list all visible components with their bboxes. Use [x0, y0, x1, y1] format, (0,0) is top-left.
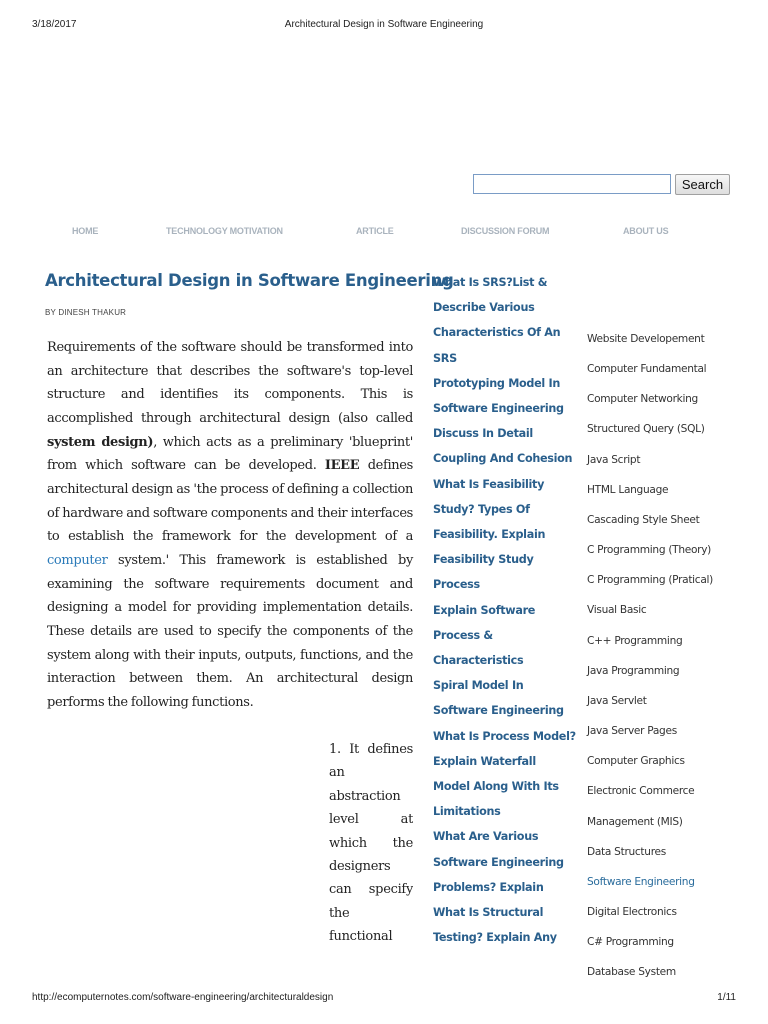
nav-discussion-forum[interactable]: DISCUSSION FORUM: [461, 226, 550, 236]
related-link-line[interactable]: What Is Structural: [433, 906, 544, 920]
print-page-number: 1/11: [717, 992, 736, 1003]
related-link-line[interactable]: SRS: [433, 351, 457, 365]
category-electronic-commerce[interactable]: Electronic Commerce: [587, 785, 695, 798]
related-link-line[interactable]: What Is Feasibility: [433, 477, 545, 491]
category-website-developement[interactable]: Website Developement: [587, 333, 705, 345]
related-link-line[interactable]: Process: [433, 578, 480, 592]
search-button[interactable]: Search: [675, 174, 730, 195]
category-cpp-programming[interactable]: C++ Programming: [587, 634, 683, 647]
body-text-1: Requirements of the software should be transformed into an architecture that describes the software's top-level structure and identifies its components. This is accomplished through architectural design (also called: [47, 340, 413, 426]
related-link-line[interactable]: Model Along With Its: [433, 780, 559, 794]
article-title: Architectural Design in Software Engineering: [45, 271, 454, 290]
category-list: [587, 324, 757, 987]
body-bold-ieee: IEEE: [324, 458, 360, 474]
article-body: [47, 336, 413, 715]
related-link-line[interactable]: Characteristics Of An: [433, 326, 561, 340]
nav-article[interactable]: ARTICLE: [356, 226, 394, 236]
related-link-line[interactable]: Explain Software: [433, 603, 536, 617]
related-link-line[interactable]: Describe Various: [433, 301, 535, 315]
article-byline: BY DINESH THAKUR: [45, 308, 127, 317]
print-footer: [0, 992, 768, 1006]
nav-technology-motivation[interactable]: TECHNOLOGY MOTIVATION: [166, 226, 283, 236]
category-visual-basic[interactable]: Visual Basic: [587, 604, 647, 617]
search-input[interactable]: [473, 174, 671, 194]
category-java-servlet[interactable]: Java Servlet: [587, 694, 647, 707]
related-links: [433, 270, 576, 950]
related-link-line[interactable]: Discuss In Detail: [433, 427, 533, 441]
category-database-system[interactable]: Database System: [587, 966, 676, 979]
related-link-line[interactable]: Spiral Model In: [433, 679, 524, 693]
related-link-line[interactable]: Coupling And Cohesion: [433, 452, 573, 466]
category-java-script[interactable]: Java Script: [587, 453, 641, 466]
category-digital-electronics[interactable]: Digital Electronics: [587, 905, 677, 918]
print-header: [0, 19, 768, 33]
body-text-4: system.' This framework is established by examining the software requirements document and designing a model for providing implementation details. These details are used to specify the components of the system along with their inputs, outputs, functions, and the interaction between them. An architectural design performs the following functions.: [47, 552, 413, 710]
category-csharp-programming[interactable]: C# Programming: [587, 936, 674, 949]
category-java-server-pages[interactable]: Java Server Pages: [587, 725, 677, 738]
category-cascading-style-sheet[interactable]: Cascading Style Sheet: [587, 513, 700, 526]
related-link-line[interactable]: Problems? Explain: [433, 880, 544, 894]
related-link-line[interactable]: Prototyping Model In: [433, 376, 561, 390]
category-c-programming-theory[interactable]: C Programming (Theory): [587, 544, 712, 557]
category-computer-fundamental[interactable]: Computer Fundamental: [587, 363, 707, 376]
related-link-line[interactable]: What Is Process Model?: [433, 729, 576, 743]
function-list-item-1: 1. It defines an abstraction level at which the designers can specify the functional: [329, 742, 413, 945]
category-computer-graphics[interactable]: Computer Graphics: [587, 755, 685, 768]
nav-about-us[interactable]: ABOUT US: [623, 226, 669, 236]
main-nav: [0, 226, 768, 240]
body-bold-system-design: system design): [47, 434, 154, 450]
related-link-line[interactable]: Explain Waterfall: [433, 754, 536, 768]
print-doc-title: Architectural Design in Software Engineering: [284, 19, 484, 30]
category-java-programming[interactable]: Java Programming: [587, 664, 680, 677]
print-url: http://ecomputernotes.com/software-engineering/architecturaldesign: [32, 992, 334, 1003]
category-html-language[interactable]: HTML Language: [587, 483, 669, 496]
related-link-line[interactable]: Process &: [433, 628, 493, 642]
related-link-line[interactable]: Feasibility. Explain: [433, 528, 546, 542]
category-software-engineering[interactable]: Software Engineering: [587, 875, 695, 888]
related-link-line[interactable]: What Are Various: [433, 830, 539, 844]
body-text-2: , which acts as a preliminary 'blueprint' from which software can be developed.: [47, 434, 413, 474]
body-text-3: defines architectural design as 'the process of defining a collection of hardware and software components and their interfaces to establish the framework for the development of a: [47, 458, 413, 545]
category-structured-query[interactable]: Structured Query (SQL): [587, 423, 705, 436]
related-link-line[interactable]: Feasibility Study: [433, 553, 534, 567]
related-link-line[interactable]: Limitations: [433, 805, 501, 819]
category-data-structures[interactable]: Data Structures: [587, 845, 666, 858]
related-link-line[interactable]: Software Engineering: [433, 704, 564, 718]
print-date: 3/18/2017: [32, 19, 77, 30]
related-link-line[interactable]: Software Engineering: [433, 855, 564, 869]
category-computer-networking[interactable]: Computer Networking: [587, 393, 698, 406]
related-link-line[interactable]: Testing? Explain Any: [433, 931, 557, 945]
computer-link[interactable]: computer: [47, 552, 108, 568]
related-link-line[interactable]: Characteristics: [433, 654, 524, 668]
category-c-programming-pratical[interactable]: C Programming (Pratical): [587, 574, 714, 587]
related-link-line[interactable]: What Is SRS?List &: [433, 276, 548, 289]
category-management-mis[interactable]: Management (MIS): [587, 815, 683, 828]
nav-home[interactable]: HOME: [72, 226, 99, 236]
related-link-line[interactable]: Software Engineering: [433, 402, 564, 416]
related-link-line[interactable]: Study? Types Of: [433, 502, 530, 516]
